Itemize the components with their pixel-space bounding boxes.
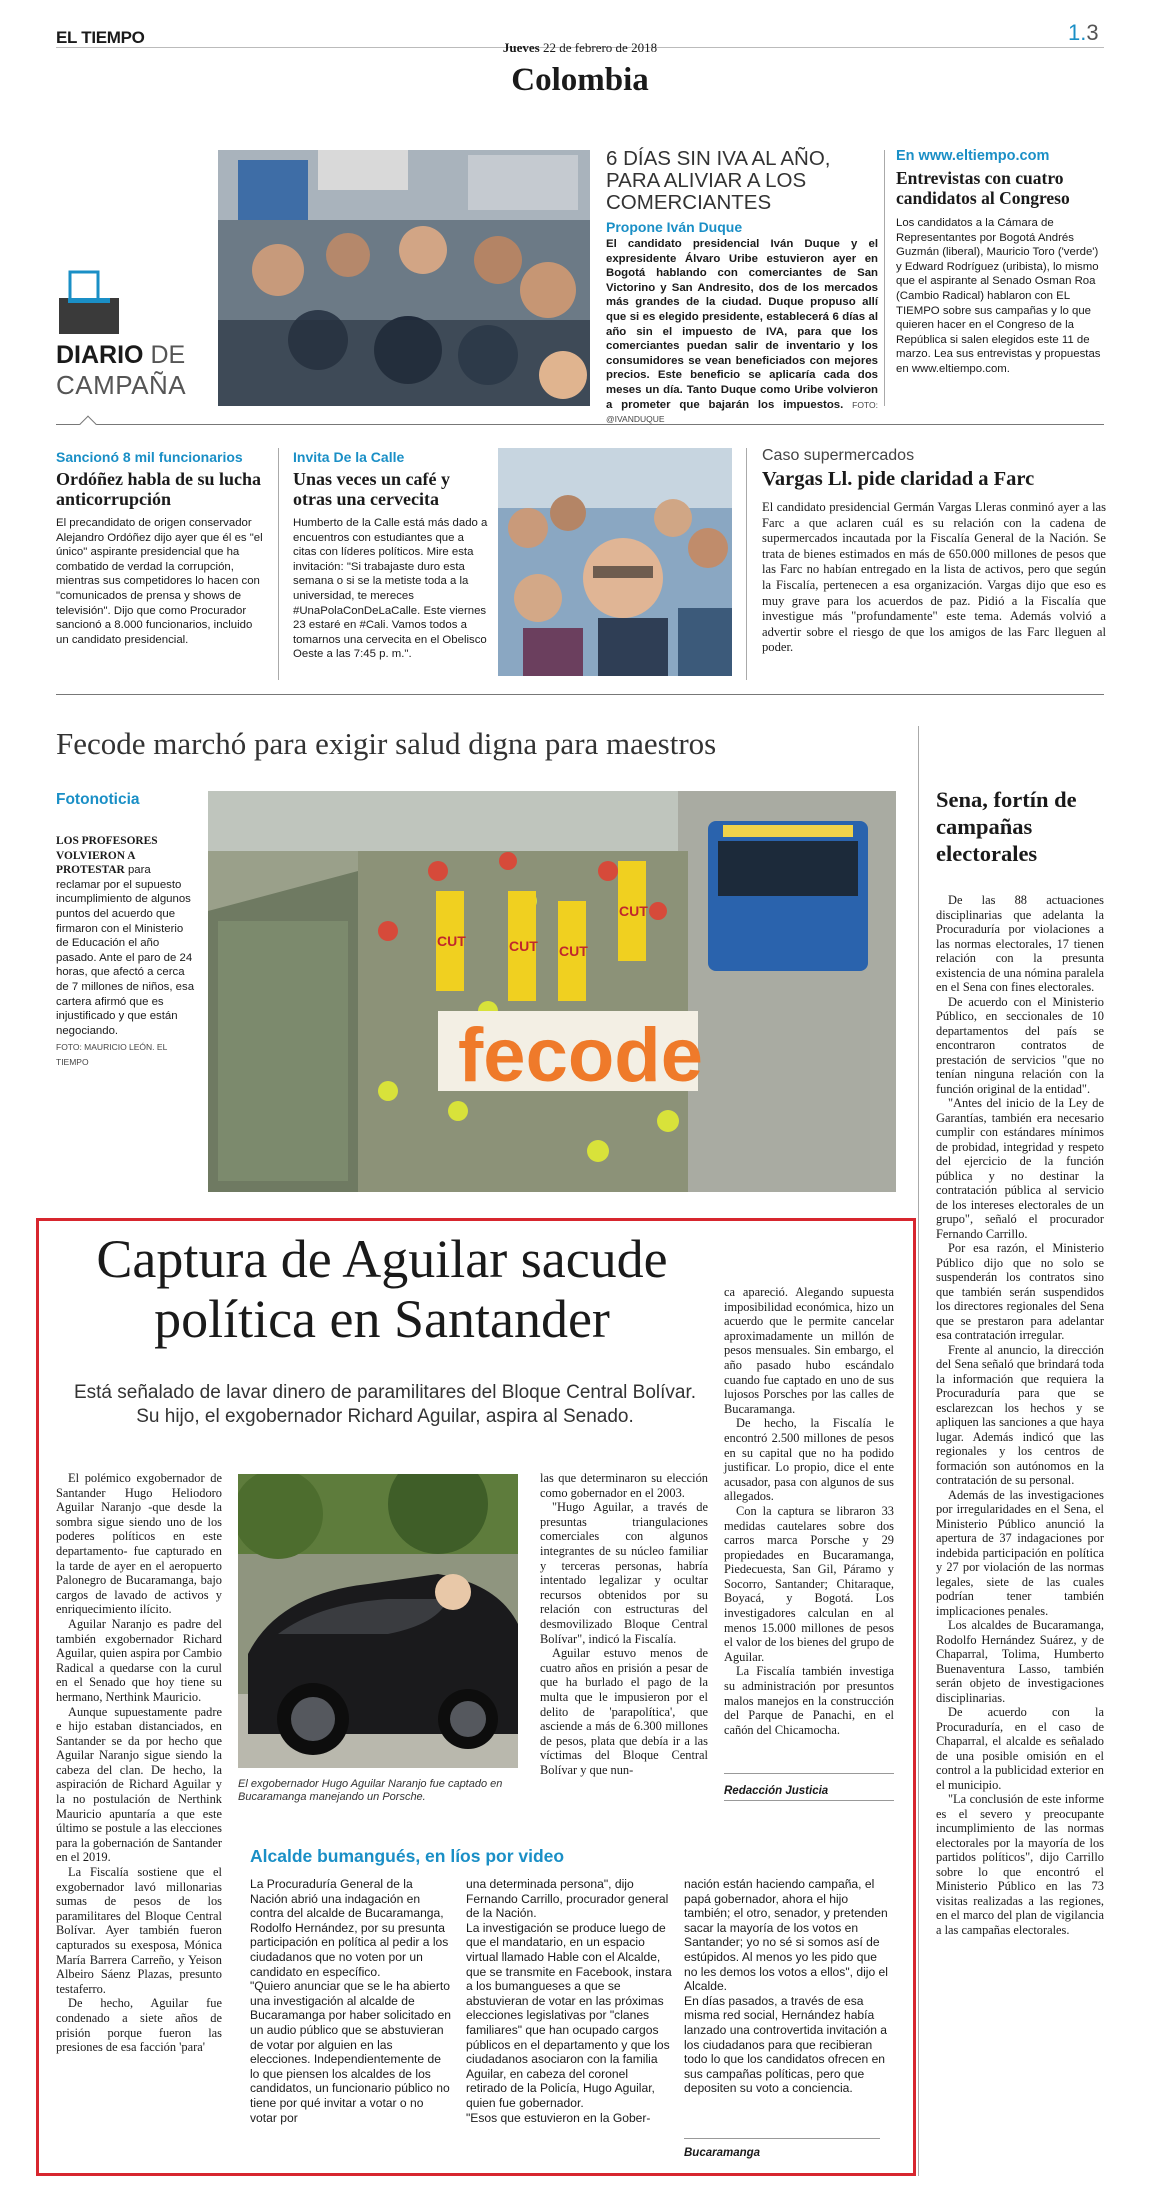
brief3-body: El candidato presidencial Germán Vargas Lleras conminó ayer a las Farc a que aclaren cuál es su relación con la cadena de supermercados incautada por la Fiscalía General de la Nación. Se trata de bienes estimados en más de 650.000 millones de pesos que las Farc no habían entregado en la lista de activos, pero que según la Fiscalía, pertenecen a esa organización. Vargas dijo que eso es muy grave para los acuerdos de paz. Pidió a la Fiscalía que investigue más "profundamente" este tema. Además volvió a advertir sobre el riesgo de que los amigos de las Farc lleguen al poder. [762,500,1106,655]
de-la-calle-selfie-photo [498,448,732,676]
duque-uribe-photo [218,150,590,406]
fecode-march-photo [208,791,896,1192]
section-rule [56,424,1104,425]
brief3-kicker: Caso supermercados [762,447,915,464]
web-headline: Entrevistas con cuatro candidatos al Congreso [896,168,1070,208]
column-divider [918,726,919,2176]
brief1-kicker: Sancionó 8 mil funcionarios [56,449,243,465]
lead-body: El candidato presidencial Iván Duque y el expresidente Álvaro Uribe estuvieron ayer en Bogotá hablando con comerciantes de San Victorino y San Andresito, dos de los mercados más grandes de la ciudad. Duque propuso allí que si es elegido presidente, establecerá 6 días al año sin el impuesto de IVA, para que los comerciantes puedan salir de inventario y los consumidores se vean beneficiados con mejores precios. Este beneficio se aplicaría cada dos meses un día. Tanto Duque como Uribe volvieron a prometer que bajarán los impuestos. FOTO: @IVANDUQUE [606,238,878,425]
column-divider [884,150,885,406]
aguilar-col1: El polémico exgobernador de Santander Hugo Heliodoro Aguilar Naranjo -que desde la sombra sigue siendo uno de los poderes políticos en este departamento- fue capturado en la tarde de ayer en el aeropuerto Palonegro de Bucaramanga, bajo cargos de lavado de activos y enriquecimiento ilícito. Aguilar Naranjo es padre del también exgobernador Richard Aguilar, quien aspira por Cambio Radical a quedarse con la curul en el Senado que hoy tiene su hermano, Nerthink Mauricio. Aunque supuestamente padre e hijo estaban distanciados, en Santander se da por hecho que Aguilar Naranjo sigue siendo la cabeza del clan. De hecho, la aspiración de Richard Aguilar y la no postulación de Nerthink Mauricio apuntaría a que este último se postule a las elecciones para la gobernación de Santander en el 2019. La Fiscalía sostiene que el exgobernador lavó millonarias sumas de pesos de los paramilitares del Bloque Central Bolívar. Ayer también fueron capturados su exesposa, Mónica María Barrera Carreño, y Yeison Albeiro Sáenz Plazas, presunto testaferro. De hecho, Aguilar fue condenado a siete años de prisión porque fueron las presiones de esa facción 'para' [56,1471,222,2055]
fotonoticia-kicker: Fotonoticia [56,791,140,808]
signature-rule [724,1800,894,1801]
lead-kicker: Propone Iván Duque [606,219,743,235]
porsche-photo [238,1474,518,1768]
web-body: Los candidatos a la Cámara de Representantes por Bogotá Andrés Guzmán (liberal), Mauricio Toro ('verde') y Edward Rodríguez (uribista), lo mismo que el aspirante al Senado Osman Roa (Cambio Radical) hablaron con EL TIEMPO sobre sus campañas y lo que quieren hacer en el Congreso de la República si salen elegidos este 11 de marzo. Lea sus entrevistas y propuestas en www.eltiempo.com. [896,217,1101,375]
signature-rule [724,1773,894,1774]
page-number: 1.3 [1068,20,1099,45]
web-kicker[interactable]: En www.eltiempo.com [896,148,1050,164]
fecode-banner: fecode [458,1013,703,1098]
sena-headline: Sena, fortín de campañas electorales [936,787,1077,866]
rule-notch [80,416,97,433]
fecode-headline: Fecode marchó para exigir salud digna para maestros [56,726,717,761]
sena-body: De las 88 actuaciones disciplinarias que adelanta la Procuraduría por violaciones a las normas electorales, 17 tienen relación con la presunta existencia de una nómina paralela en el Sena con fines electorales. De acuerdo con el Ministerio Público, en seccionales de 10 departamentos del país se encontraron contratos de prestación de servicios "que no tenían ninguna relación con la función original de la entidad". "Antes del inicio de la Ley de Garantías, también era necesario cumplir con estándares mínimos de probidad, integridad y respeto del ejercicio de la función pública y no destinar la contratación pública al servicio de los intereses electorales de un grupo", señaló el procurador Fernando Carrillo. Por esa razón, el Ministerio Público dijo que no solo se suspenderán los contratos sino que también serán suspendidos los directores regionales del Sena que se prestaron para adelantar esa contratación irregular. Frente al anuncio, la dirección del Sena señaló que brindará toda la información que requiera la Procuraduría para que se esclarezcan los hechos y se apliquen las sanciones a que haya lugar. Además indicó que las regionales y los centros de formación son autónomos en la contratación de su personal. Además de las investigaciones por irregularidades en el Sena, el Ministerio Público anunció la apertura de 37 indagaciones por indebida participación en política y 27 por violación de las normas legales, siete de las cuales podrían tener también implicaciones penales. Los alcaldes de Bucaramanga, Rodolfo Hernández Suárez, y de Chaparral, Tolima, Humberto Buenaventura Lasso, también serán objeto de investigaciones disciplinarias. De acuerdo con la Procuraduría, en el caso de Chaparral, el alcalde es señalado de una posible omisión en el control a la publicidad exterior en el municipio. "La conclusión de este informe es el severo y preocupante incumplimiento de las normas electorales por la mayoría de los partidos políticos", dijo Carrillo sobre lo que encontró el Ministerio Público en las 73 visitas realizadas a las regiones, en el marco del plan de vigilancia a las campañas electorales. [936,893,1104,1937]
aguilar-col2: las que determinaron su elección como gobernador en el 2003. "Hugo Aguilar, a través de presuntas triangulaciones comerciales con algunos integrantes de su núcleo familiar y terceras personas, habría intentado legalizar y ocultar recursos obtenidos por su relación con estructuras del desmovilizado Bloque Central Bolívar", indicó la Fiscalía. Aguilar estuvo menos de cuatro años en prisión a pesar de que ha burlado el pago de la multa que le impusieron por el delito de 'parapolítica', que asciende a más de 6.300 millones de pesos, plata que debía ir a las víctimas del Bloque Central Bolívar y que nun- [540,1471,708,1777]
alcalde-col1: La Procuraduría General de la Nación abrió una indagación en contra del alcalde de Bucaramanga, Rodolfo Hernández, por su presunta participación en política al pedir a los ciudadanos que no voten por un candidato en específico. "Quiero anunciar que se le ha abierto una investigación al alcalde de Bucaramanga por haber solicitado en un audio público que se abstuvieran de votar por alguien en las elecciones. Independientemente de lo que piensen los alcaldes de los candidatos, un funcionario público no tiene por qué invitar a votar o no votar por [250,1877,452,2125]
alcalde-headline: Alcalde bumangués, en líos por video [250,1846,565,1866]
ballot-box-icon [56,268,122,336]
brief3-headline: Vargas Ll. pide claridad a Farc [762,468,1035,490]
page-date: Jueves 22 de febrero de 2018 [502,40,658,55]
brief-divider [746,448,747,680]
brief2-kicker: Invita De la Calle [293,449,405,465]
aguilar-headline: Captura de Aguilar sacude política en Santander [96,1229,668,1349]
cut-sign: CUT [437,933,466,949]
alcalde-col3: nación están haciendo campaña, el papá gobernador, ahora el hijo también; el otro, senador, y pretenden sacar la mayoría de los votos en Santander; yo no sé si somos así de estúpidos. Al menos yo les pido que no les demos los votos a ellos", dijo el Alcalde. En días pasados, a través de esa misma red social, Hernández había lanzado una controvertida invitación a los ciudadanos para que recibieran todo lo que los candidatos ofrecen en sus campañas políticas, pero que depositen su voto a conciencia. [684,1877,888,2096]
section-rule [56,694,1104,695]
cut-sign: CUT [559,943,588,959]
brief2-body: Humberto de la Calle está más dado a encuentros con estudiantes que a citas con líderes políticos. Mire esta invitación: "Si trabajaste duro esta semana o si se la metiste toda a la universidad, te mereces #UnaPolaConDeLaCalle. Este viernes 23 estaré en #Cali. Vamos todos a tomarnos una cervecita en el Obelisco Oeste a las 7:45 p. m.". [293,517,488,661]
cut-sign: CUT [509,938,538,954]
lead-headline: 6 DÍAS SIN IVA AL AÑO, PARA ALIVIAR A LOS COMERCIANTES [606,147,831,214]
brief-divider [278,448,279,680]
alcalde-signature: Bucaramanga [684,2147,761,2159]
porsche-caption: El exgobernador Hugo Aguilar Naranjo fue captado en Bucaramanga manejando un Porsche. [238,1778,503,1803]
brief1-body: El precandidato de origen conservador Alejandro Ordóñez dijo ayer que él es "el único" aspirante presidencial que ha combatido de verdad la corrupción, mientras sus competidores lo hacen con "comunicados de prensa y shows de televisión". Dijo que como Procurador sancionó a 8.000 funcionarios, incluido un candidato presidencial. [56,517,263,646]
aguilar-signature: Redacción Justicia [724,1785,829,1797]
signature-rule [684,2138,880,2139]
brief1-headline: Ordóñez habla de su lucha anticorrupción [56,469,262,509]
aguilar-deck: Está señalado de lavar dinero de paramilitares del Bloque Central Bolívar. Su hijo, el exgobernador Richard Aguilar, aspira al Senado. [73,1382,697,1427]
aguilar-col3: ca apareció. Alegando supuesta imposibilidad económica, hizo un acuerdo que le permite cancelar aproximadamente un millón de pesos mensuales. Sin embargo, el año pasado hubo escándalo cuando fue captado en uno de sus lujosos Porsches por las calles de Bucaramanga. De hecho, la Fiscalía le encontró 2.500 millones de pesos en su capital que no ha podido justificar. Lo propio, dice el ente acusador, pasa con algunos de sus allegados. Con la captura se libraron 33 medidas cautelares sobre dos carros marca Porsche y 29 propiedades en Bucaramanga, Piedecuesta, San Gil, Páramo y Socorro, Santander; Chitaraque, Boyacá, y Bogotá. Los investigadores calculan en al menos 15.000 millones de pesos el valor de los bienes del grupo de Aguilar. La Fiscalía también investiga su administración por presuntos malos manejos en la construcción del Parque de Panachi, en el cañón del Chicamocha. [724,1285,894,1737]
fecode-caption: LOS PROFESORES VOLVIERON A PROTESTAR para reclamar por el supuesto incumplimiento de algunos puntos del acuerdo que firmaron con el Ministerio de Educación el año pasado. Ante el paro de 24 horas, que afectó a cerca de 7 millones de niños, esa cartera afirmó que es injustificado y que están negociando. FOTO: MAURICIO LEÓN. EL TIEMPO [56,835,195,1067]
alcalde-col2: una determinada persona", dijo Fernando Carrillo, procurador general de la Nación. La investigación se produce luego de que el mandatario, en un espacio virtual llamado Hable con el Alcalde, que se transmite en Facebook, instara a los bumangueses a que se abstuvieran de votar en las próximas elecciones legislativas por "clanes familiares" que han ocupado cargos públicos en el departamento y que los ciudadanos asociaron con la familia Aguilar, en cabeza del coronel retirado de la Policía, Hugo Aguilar, quien fue gobernador. "Esos que estuvieron en la Gober- [466,1877,672,2125]
section-title: Colombia [511,62,649,98]
brief2-headline: Unas veces un café y otras una cervecita [293,469,450,509]
diario-de-campana-logo: DIARIO DE CAMPAÑA [56,341,187,400]
el-tiempo-logo: EL TIEMPO [56,28,145,47]
cut-sign: CUT [619,903,648,919]
